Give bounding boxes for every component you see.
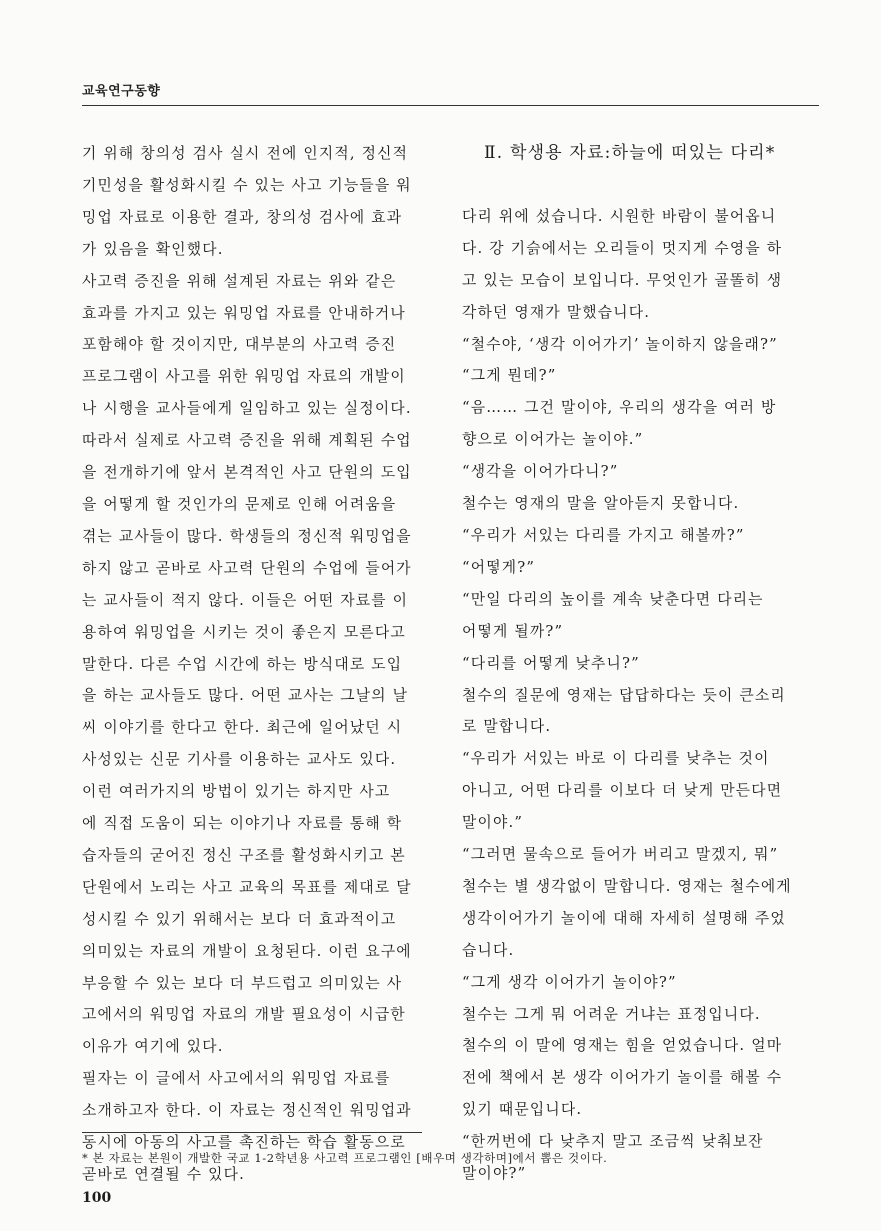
text-line: “우리가 서있는 다리를 가지고 해볼까?” [462,526,745,544]
text-line: 다리 위에 섰습니다. 시원한 바람이 불어옵니 [462,207,777,225]
header-rule [82,105,819,106]
text-line: “다리를 어떻게 낮추니?” [462,654,640,672]
text-line: 프로그램이 사고를 위한 워밍업 자료의 개발이 [82,368,406,386]
text-line: 부응할 수 있는 보다 더 부드럽고 의미있는 사 [82,974,403,992]
text-line: 에 직접 도움이 되는 이야기나 자료를 통해 학 [82,815,403,833]
text-line: 각하던 영재가 말했습니다. [462,303,651,321]
text-line: 는 교사들이 적지 않다. 이들은 어떤 자료를 이 [82,591,409,609]
text-line: 의미있는 자료의 개발이 요청된다. 이런 요구에 [82,942,412,960]
text-line: “생각을 이어가다니?” [462,463,619,481]
text-line: 기민성을 활성화시킬 수 있는 사고 기능들을 워 [82,176,412,194]
text-line: 말한다. 다른 수업 시간에 하는 방식대로 도입 [82,655,403,673]
text-line: 향으로 이어가는 놀이야.” [462,431,644,449]
text-line: “어떻게?” [462,558,536,576]
text-line: 습니다. [462,941,515,959]
text-line: 로 말합니다. [462,718,552,736]
text-line: 고에서의 워밍업 자료의 개발 필요성이 시급한 [82,1006,406,1024]
text-line: 곧바로 연결될 수 있다. [82,1166,246,1183]
text-line: 습자들의 굳어진 정신 구조를 활성화시키고 본 [82,846,406,864]
text-line: 을 하는 교사들도 많다. 어떤 교사는 그날의 날 [82,687,409,705]
text-line: 따라서 실제로 사고력 증진을 위해 계획된 수업 [82,432,412,450]
text-line: 전에 책에서 본 생각 이어가기 놀이를 해볼 수 [462,1069,783,1087]
text-line: 겪는 교사들이 많다. 학생들의 정신적 워밍업을 [82,527,412,545]
text-line: 있기 때문입니다. [462,1101,583,1119]
text-line: 철수의 질문에 영재는 답답하다는 듯이 큰소리 [462,686,786,704]
text-line: “음…… 그건 말이야, 우리의 생각을 여러 방 [462,399,777,417]
text-line: “우리가 서있는 바로 이 다리를 낮추는 것이 [462,750,770,768]
text-line: 다. 강 기슭에서는 오리들이 멋지게 수영을 하 [462,239,783,257]
text-line: 을 전개하기에 앞서 본격적인 사고 단원의 도입 [82,464,412,482]
text-line: 사성있는 신문 기사를 이용하는 교사도 있다. [82,751,397,769]
text-line: 용하여 워밍업을 시키는 것이 좋은지 모른다고 [82,623,406,641]
text-line: 하지 않고 곧바로 사고력 단원의 수업에 들어가 [82,559,412,577]
footnote: * 본 자료는 본원이 개발한 국교 1-2학년용 사고력 프로그램인 [배우며 생각하며]에서 뽑은 것이다. [82,1151,608,1165]
right-column [462,138,814,1190]
text-line: 기 위해 창의성 검사 실시 전에 인지적, 정신적 [82,145,409,162]
text-line: 소개하고자 한다. 이 자료는 정신적인 워밍업과 [82,1102,412,1120]
text-line: 말이야?” [462,1165,527,1183]
footnote-rule [82,1132,422,1133]
text-line: 필자는 이 글에서 사고에서의 워밍업 자료를 [82,1070,391,1088]
running-header: 교육연구동향 [82,84,161,99]
text-line: “만일 다리의 높이를 계속 낮춘다면 다리는 [462,590,764,608]
text-line: 씨 이야기를 한다고 한다. 최근에 일어났던 시 [82,719,403,737]
text-line: 고 있는 모습이 보입니다. 무엇인가 골똘히 생 [462,271,783,289]
text-line: 아니고, 어떤 다리를 이보다 더 낮게 만든다면 [462,782,783,800]
text-line: 가 있음을 확인했다. [82,240,224,258]
text-line: “그게 생각 이어가기 놀이야?” [462,973,677,991]
text-line: “철수야, ‘생각 이어가기’ 놀이하지 않을래?” [462,335,778,353]
text-line: 철수는 영재의 말을 알아듣지 못합니다. [462,495,740,513]
text-line: 어떻게 될까?” [462,622,564,640]
text-line: 철수는 그게 뭐 어려운 거냐는 표정입니다. [462,1005,761,1023]
text-line: “한꺼번에 다 낮추지 말고 조금씩 낮춰보잔 [462,1133,764,1151]
text-line: 포함해야 할 것이지만, 대부분의 사고력 증진 [82,336,397,354]
text-line: “그게 뭔데?” [462,367,557,385]
text-line: 효과를 가지고 있는 워밍업 자료를 안내하거나 [82,304,406,322]
text-line: 동시에 아동의 사고를 촉진하는 학습 활동으로 [82,1134,406,1152]
text-line: 철수의 이 말에 영재는 힘을 얻었습니다. 얼마 [462,1037,783,1055]
text-line: 단원에서 노리는 사고 교육의 목표를 제대로 달 [82,878,412,896]
text-line: 이유가 여기에 있다. [82,1038,224,1056]
text-line: 을 어떻게 할 것인가의 문제로 인해 어려움을 [82,495,397,513]
text-line: 생각이어가기 놀이에 대해 자세히 설명해 주었 [462,909,786,927]
text-line: 말이야.” [462,814,524,832]
page-number: 100 [82,1190,112,1206]
text-line: 철수는 별 생각없이 말합니다. 영재는 철수에게 [462,877,792,895]
text-line: 밍업 자료로 이용한 결과, 창의성 검사에 효과 [82,208,403,226]
section-title: Ⅱ. 학생용 자료:하늘에 떠있는 다리* [484,143,776,163]
text-line: 나 시행을 교사들에게 일임하고 있는 실정이다. [82,400,412,418]
text-line: “그러면 물속으로 들어가 버리고 말겠지, 뭐” [462,846,779,864]
text-line: 성시킬 수 있기 위해서는 보다 더 효과적이고 [82,910,397,928]
text-line: 사고력 증진을 위해 설계된 자료는 위와 같은 [82,272,397,290]
left-column [82,138,432,1191]
text-line: 이런 여러가지의 방법이 있기는 하지만 사고 [82,783,391,801]
